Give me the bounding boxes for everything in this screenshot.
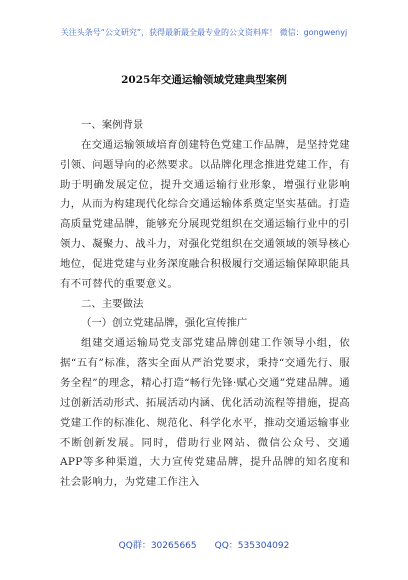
footer-qq-group: QQ群：30265665	[118, 541, 197, 551]
subsection-heading-brand: （一）创立党建品牌，强化宣传推广	[81, 317, 248, 330]
section-heading-main-practices: 二、主要做法	[81, 297, 144, 310]
header-banner: 关注头条号“公文研究”，获得最新最全最专业的公文资料库！ 微信：gongwenyj	[60, 28, 348, 37]
section-paragraph-background: 在交通运输领域培育创建特色党建工作品牌，是坚持党建引领、问题导向的必然要求。以品牌化理念推进党建工作，有助于明确发展定位，提升交通运输行业形象，增强行业影响力，从而为构建现代化综合交通运输体系奠定坚实基础。打造高质量党建品牌，能够充分展现党组织在交通运输行业中的引领力、凝聚力、战斗力，对强化党组织在交通领域的领导核心地位，促进党建与业务深度融合积极履行交通运输保障职能具有不可替代的重要意义。	[60, 138, 350, 290]
document-body	[60, 116, 350, 493]
document-title: 2025年交通运输领域党建典型案例	[121, 74, 287, 86]
footer-contact	[0, 538, 408, 551]
footer-qq: QQ：535304092	[214, 541, 290, 551]
section-heading-background: 一、案例背景	[81, 119, 144, 131]
subsection-paragraph-brand: 组建交通运输局党支部党建品牌创建工作领导小组，依据“五有”标准，落实全面从严治党要求，秉持“交通先行、服务全程”的理念，精心打造“畅行先锋·赋心交通”党建品牌。通过创新活动形式、拓展活动内涵、优化活动流程等措施，提高党建工作的标准化、规范化、科学化水平，推动交通运输事业不断创新发展。同时，借助行业网站、微信公众号、交通APP等多种渠道，大力宣传党建品牌，提升品牌的知名度和社会影响力，为党建工作注入	[60, 337, 350, 489]
